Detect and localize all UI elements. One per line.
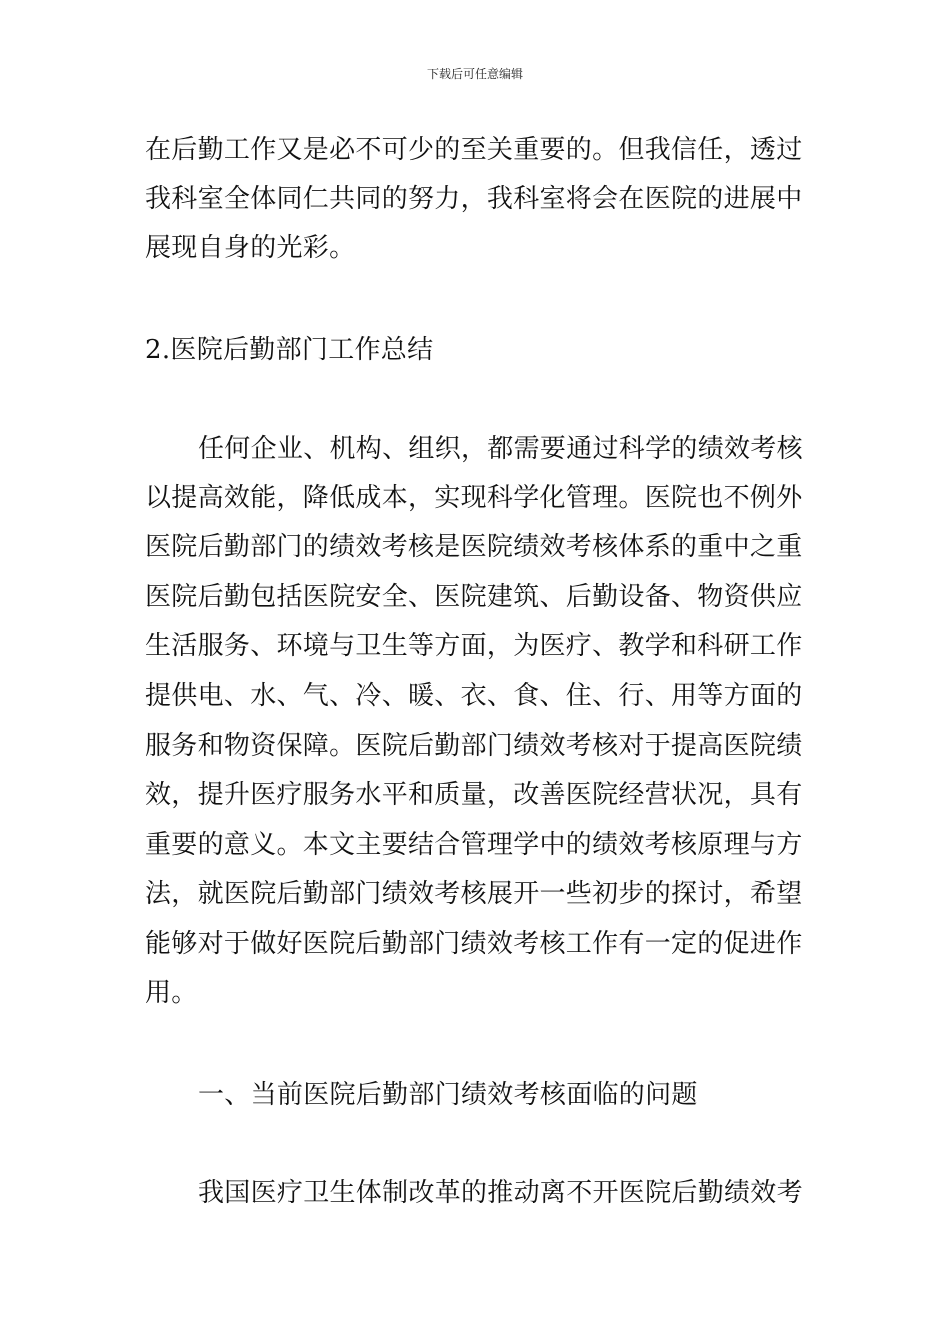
text-line: 医院后勤包括医院安全、医院建筑、后勤设备、物资供应 xyxy=(145,582,803,612)
text-line: 我国医疗卫生体制改革的推动离不开医院后勤绩效考 xyxy=(198,1178,803,1208)
text-line: 医院后勤部门的绩效考核是医院绩效考核体系的重中之重 xyxy=(145,532,803,562)
section-heading: 2.医院后勤部门工作总结 xyxy=(145,335,434,365)
text-line: 展现自身的光彩。 xyxy=(145,233,356,263)
text-line: 效，提升医疗服务水平和质量，改善医院经营状况，具有 xyxy=(145,780,803,810)
text-line: 生活服务、环境与卫生等方面，为医疗、教学和科研工作 xyxy=(145,631,803,661)
text-line: 任何企业、机构、组织，都需要通过科学的绩效考核 xyxy=(198,434,803,464)
subsection-heading: 一、当前医院后勤部门绩效考核面临的问题 xyxy=(198,1080,698,1110)
text-line: 重要的意义。本文主要结合管理学中的绩效考核原理与方 xyxy=(145,830,803,860)
text-line: 我科室全体同仁共同的努力，我科室将会在医院的进展中 xyxy=(145,184,803,214)
text-line: 法，就医院后勤部门绩效考核展开一些初步的探讨，希望 xyxy=(145,879,803,909)
text-line: 以提高效能，降低成本，实现科学化管理。医院也不例外 xyxy=(145,483,803,513)
text-line: 用。 xyxy=(145,978,198,1008)
text-line: 能够对于做好医院后勤部门绩效考核工作有一定的促进作 xyxy=(145,929,803,959)
text-line: 提供电、水、气、冷、暖、衣、食、住、行、用等方面的 xyxy=(145,681,803,711)
page-header-note: 下载后可任意编辑 xyxy=(426,67,523,81)
text-line: 在后勤工作又是必不可少的至关重要的。但我信任，透过 xyxy=(145,135,803,165)
text-line: 服务和物资保障。医院后勤部门绩效考核对于提高医院绩 xyxy=(145,731,803,761)
